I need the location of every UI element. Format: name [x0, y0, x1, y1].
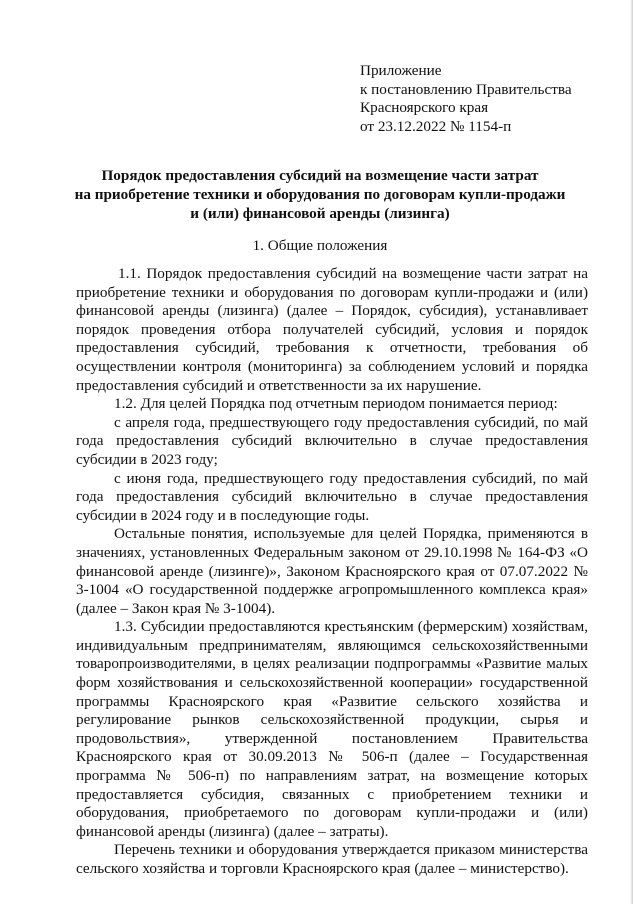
- paragraph: с апреля года, предшествующего году предоставления субсидий, по май года предоставления субсидий включительно в случае предоставления субсидии в 2023 году;: [76, 413, 588, 468]
- paragraph: с июня года, предшествующего году предоставления субсидий, по май года предоставления субсидий включительно в случае предоставления субсидии в 2024 году и в последующие годы.: [76, 469, 588, 524]
- appendix-line: Красноярского края: [360, 99, 489, 116]
- paragraph: 1.1. Порядок предоставления субсидий на возмещение части затрат на приобретение техники и оборудования по договорам купли-продажи и (или) финансовой аренды (лизинга) (далее – Порядок, субсидия), устанавливает порядок проведения отбора получателей субсидий, условия и порядок предоставления субсидий, требования к отчетности, требования об осуществлении контроля (мониторинга) за соблюдением условий и порядка предоставления субсидий и ответственности за их нарушение.: [76, 265, 588, 394]
- appendix-line: к постановлению Правительства: [360, 80, 572, 98]
- title-line: на приобретение техники и оборудования по договорам купли-продажи: [74, 186, 566, 203]
- appendix-line: от 23.12.2022 № 1154-п: [360, 117, 512, 135]
- paragraph: 1.2. Для целей Порядка под отчетным периодом понимается период:: [114, 395, 558, 413]
- document-title: [60, 166, 580, 223]
- title-line: и (или) финансовой аренды (лизинга): [190, 205, 450, 222]
- title-line: Порядок предоставления субсидий на возмещение части затрат: [101, 167, 539, 184]
- paragraph: 1.3. Субсидии предоставляются крестьянским (фермерским) хозяйствам, индивидуальным предпринимателям, являющимся сельскохозяйственными товаропроизводителями, в целях реализации подпрограммы «Развитие малых форм хозяйствования и сельскохозяйственной кооперации» государственной программы Красноярского края «Развитие сельского хозяйства и регулирование рынков сельскохозяйственной продукции, сырья и продовольствия», утвержденной постановлением Правительства Красноярского края от 30.09.2013 № 506-п (далее – Государственная программа № 506-п) по направлениям затрат, на возмещение которых предоставляется субсидия, связанных с приобретением техники и оборудования, приобретаемого по договорам купли-продажи и (или) финансовой аренды (лизинга) (далее – затраты).: [76, 618, 588, 840]
- appendix-block: [360, 62, 572, 136]
- document-body: [76, 265, 588, 879]
- paragraph: Перечень техники и оборудования утверждается приказом министерства сельского хозяйства и торговли Красноярского края (далее – министерство).: [76, 841, 588, 877]
- paragraph: Остальные понятия, используемые для целей Порядка, применяются в значениях, установленных Федеральным законом от 29.10.1998 № 164-ФЗ «О финансовой аренде (лизинге)», Законом Красноярского края от 07.07.2022 № 3-1004 «О государственной поддержке агропромышленного комплекса края» (далее – Закон края № 3-1004).: [76, 525, 588, 617]
- appendix-line: Приложение: [360, 62, 442, 79]
- section-heading: 1. Общие положения: [252, 237, 388, 254]
